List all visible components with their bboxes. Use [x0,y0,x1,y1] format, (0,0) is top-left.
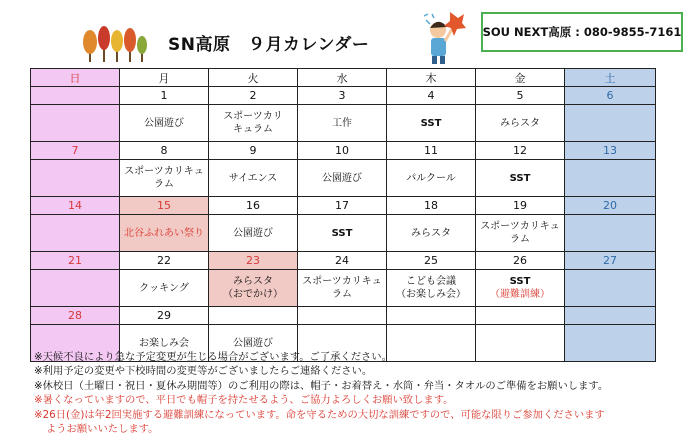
event-row [31,270,656,307]
date-cell: 28 [31,307,120,325]
weekday-thu: 木 [387,69,476,87]
page-title: SN高原 ９月カレンダー [168,35,370,55]
note-heat: ※暑くなっていますので、平日でも帽子を持たせるよう、ご協力よろしくお願い致します。 [34,394,454,407]
event-cell [31,160,120,197]
notes-section [34,350,684,436]
date-cell [298,307,387,325]
weekday-sat: 土 [565,69,656,87]
weekday-tue: 火 [209,69,298,87]
date-cell [565,307,656,325]
header [0,0,700,68]
note-schedule-change: ※利用予定の変更や下校時間の変更等がございましたらご連絡ください。 [34,365,373,378]
event-cell: みらスタ [476,105,565,142]
event-cell [565,215,656,252]
date-cell: 18 [387,197,476,215]
event-cell: 公園遊び [120,105,209,142]
date-cell: 22 [120,252,209,270]
weekday-sun: 日 [31,69,120,87]
date-cell: 9 [209,142,298,160]
date-cell [31,87,120,105]
weekday-header-row [31,69,656,87]
event-cell: クッキング [120,270,209,307]
event-row [31,160,656,197]
event-row [31,105,656,142]
date-cell [476,307,565,325]
child-with-leaf-icon [420,10,466,66]
event-cell: スポーツカリキュ ラム [476,215,565,252]
event-cell: 工作 [298,105,387,142]
date-cell: 7 [31,142,120,160]
autumn-trees-icon [82,18,148,64]
event-cell: 公園遊び [209,215,298,252]
date-row [31,307,656,325]
date-cell: 4 [387,87,476,105]
holiday-event-cell: 北谷ふれあい祭り [120,215,209,252]
holiday-date-cell: 15 [120,197,209,215]
date-cell: 16 [209,197,298,215]
date-cell: 27 [565,252,656,270]
date-cell [387,307,476,325]
event-cell: パルクール [387,160,476,197]
event-cell: みらスタ [387,215,476,252]
sst-label: SST [509,276,531,287]
event-cell: スポーツカリキュ ラム [298,270,387,307]
date-cell: 10 [298,142,387,160]
date-cell: 21 [31,252,120,270]
date-row [31,142,656,160]
date-cell: 17 [298,197,387,215]
event-cell: お楽しみ会 [120,325,209,362]
evacuation-drill-cell [476,270,565,307]
date-cell: 25 [387,252,476,270]
date-cell: 29 [120,307,209,325]
date-cell: 5 [476,87,565,105]
date-cell: 3 [298,87,387,105]
weekday-mon: 月 [120,69,209,87]
date-cell: 13 [565,142,656,160]
event-cell [31,105,120,142]
date-cell: 12 [476,142,565,160]
note-evacuation-drill-cont: ようお願いいたします。 [46,423,159,436]
date-cell: 1 [120,87,209,105]
date-cell: 2 [209,87,298,105]
holiday-event-cell: みらスタ （おでかけ） [209,270,298,307]
date-row [31,197,656,215]
date-cell: 6 [565,87,656,105]
event-cell: 公園遊び [209,325,298,362]
event-cell: こども会議 （お楽しみ会） [387,270,476,307]
calendar-table [30,68,656,362]
weekday-wed: 水 [298,69,387,87]
evacuation-drill-label: （避難訓練） [490,289,550,300]
event-cell: 公園遊び [298,160,387,197]
date-cell [209,307,298,325]
event-cell [31,215,120,252]
event-cell: SST [476,160,565,197]
event-row [31,215,656,252]
date-cell: 11 [387,142,476,160]
date-cell: 20 [565,197,656,215]
event-cell: SST [387,105,476,142]
note-weather: ※天候不良により急な予定変更が生じる場合がございます。ご了承ください。 [34,351,392,363]
event-cell [565,160,656,197]
event-cell [31,270,120,307]
event-cell [565,270,656,307]
date-cell: 26 [476,252,565,270]
note-evacuation-drill: ※26日(金)は年2回実施する避難訓練になっています。命を守るための大切な訓練ですので、可能な限りご参加くださいます [34,408,605,421]
date-cell: 24 [298,252,387,270]
event-cell: スポーツカリ キュラム [209,105,298,142]
event-cell: サイエンス [209,160,298,197]
weekday-fri: 金 [476,69,565,87]
date-cell: 8 [120,142,209,160]
event-cell: スポーツカリキュ ラム [120,160,209,197]
date-row [31,252,656,270]
date-cell: 19 [476,197,565,215]
date-cell: 14 [31,197,120,215]
event-cell: SST [298,215,387,252]
date-row [31,87,656,105]
event-cell [565,105,656,142]
note-holiday-items: ※休校日（土曜日・祝日・夏休み期間等）のご利用の際は、帽子・お着替え・水筒・弁当・タオルのご準備をお願いします。 [34,379,609,392]
holiday-date-cell: 23 [209,252,298,270]
contact-box: SOU NEXT高原 : 080-9855-7161 [481,12,683,52]
